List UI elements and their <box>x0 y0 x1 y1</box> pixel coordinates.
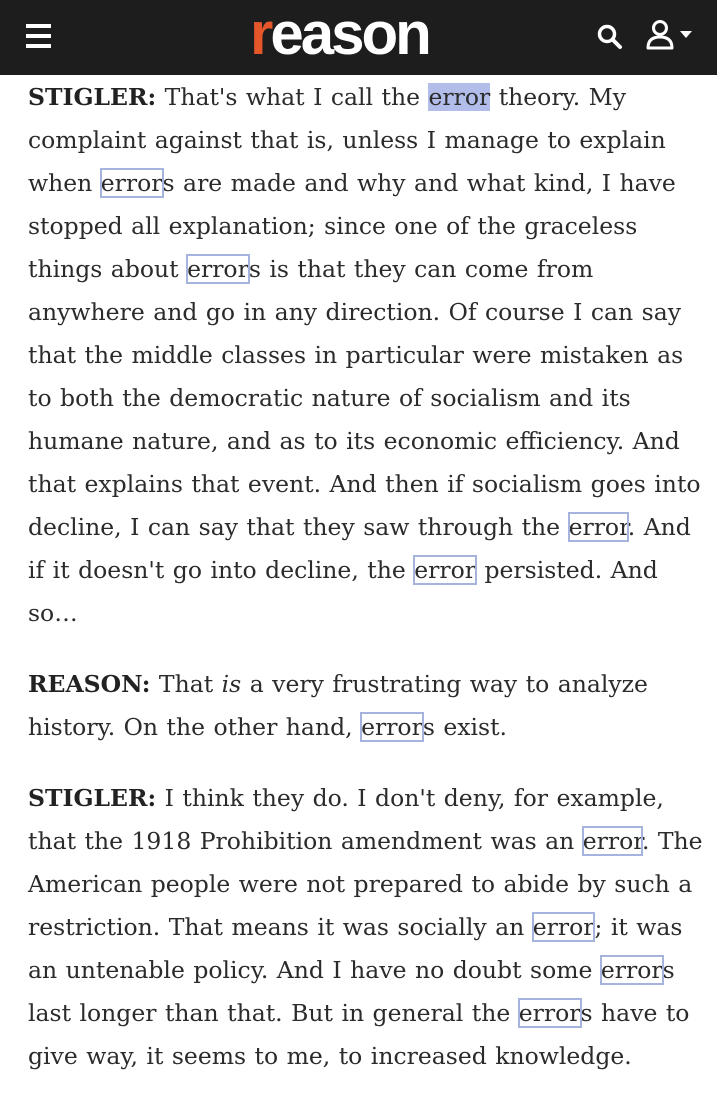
logo-letter-r: r <box>250 0 271 67</box>
top-navigation-bar <box>0 0 717 75</box>
paragraph-text: ; it was an untenable policy. And I have no doubt some <box>28 913 683 984</box>
paragraph-text: I think they do. I don't deny, for example, that the 1918 Prohibition amendment was an <box>28 784 664 855</box>
search-match[interactable]: error <box>518 999 581 1027</box>
paragraph-text: theory. My complaint against that is, unless I manage to explain when <box>28 83 666 197</box>
paragraph-text: a very frustrating way to analyze history. On the other hand, <box>28 670 648 741</box>
speaker-label: STIGLER: <box>28 83 157 111</box>
user-icon <box>648 22 672 49</box>
paragraph-text: s is that they can come from anywhere and go in any direction. Of course I can say that the middle classes in particular were mistaken as to both the democratic nature of socialism and its humane nature, and as to its economic efficiency. And that explains that event. And then if socialism goes into decline, I can say that they saw through the <box>28 255 701 541</box>
search-match[interactable]: error <box>532 913 595 941</box>
search-match[interactable]: error <box>187 255 249 283</box>
search-match[interactable]: error <box>600 956 663 984</box>
paragraph-text: s are made and why and what kind, I have stopped all explanation; since one of the graceless things about <box>28 169 676 283</box>
search-match[interactable]: error <box>568 513 628 541</box>
paragraph-text: That's what I call the <box>156 83 429 111</box>
paragraph-text: s have to give way, it seems to me, to increased knowledge. <box>28 999 690 1070</box>
paragraph-text: s exist. <box>422 713 508 741</box>
account-menu-button[interactable] <box>645 18 705 54</box>
search-match[interactable]: error <box>361 713 423 741</box>
search-match-current[interactable]: error <box>428 83 491 111</box>
paragraph-text: That <box>150 670 222 698</box>
hamburger-menu-icon[interactable] <box>26 22 51 50</box>
speaker-label: STIGLER: <box>28 784 157 812</box>
paragraph-stigler-2 <box>28 777 708 1078</box>
paragraph-reason <box>28 663 708 749</box>
logo-rest: eason <box>270 0 429 67</box>
paragraph-text: s last longer than that. But in general the <box>28 956 675 1027</box>
paragraph-text: persisted. And so… <box>28 556 658 627</box>
emphasis-text: is <box>221 670 242 698</box>
search-icon[interactable] <box>595 22 625 52</box>
paragraph-text: . And if it doesn't go into decline, the <box>28 513 691 584</box>
paragraph-stigler-1 <box>28 76 708 635</box>
search-match[interactable]: error <box>100 169 163 197</box>
reason-logo[interactable] <box>250 0 470 71</box>
speaker-label: REASON: <box>28 670 151 698</box>
search-match[interactable]: error <box>414 556 477 584</box>
article-body <box>28 76 708 1106</box>
search-match[interactable]: error <box>582 827 642 855</box>
caret-down-icon <box>680 31 692 38</box>
paragraph-text: . The American people were not prepared to abide by such a restriction. That means it was socially an <box>28 827 703 941</box>
